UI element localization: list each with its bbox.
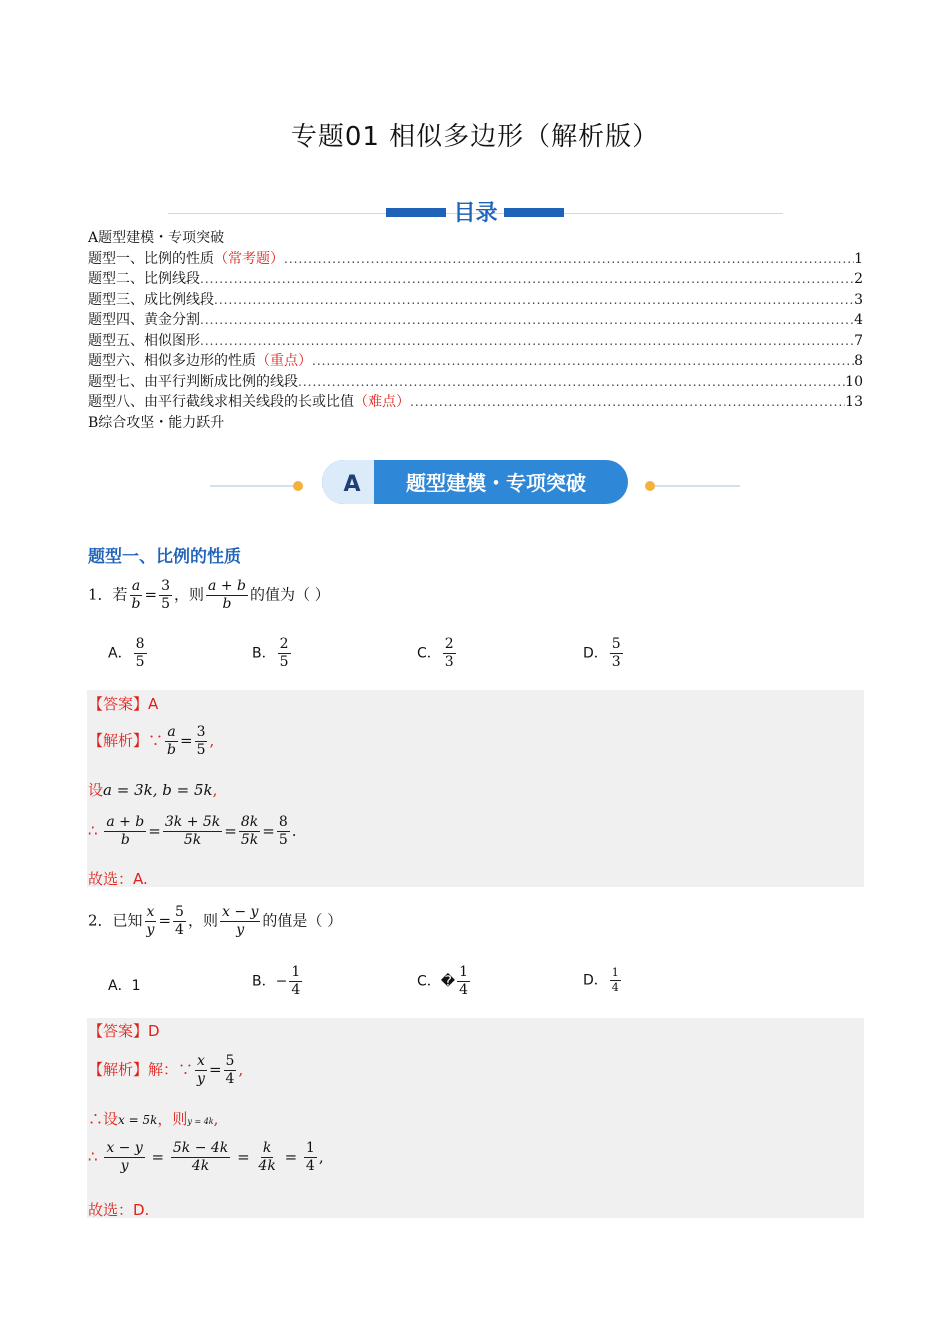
q1-expr (206, 578, 248, 613)
option-sign: � (440, 973, 456, 990)
question-1: 1．若 $\frac{a}{b}$ = $\frac{3}{5}$ ，则 $\frac{a + b}{b}$ 的值为（ ） (88, 578, 330, 612)
q1-cond-lhs (130, 578, 143, 613)
frac-den: 3 (444, 654, 454, 670)
toc-item-label: 题型二、比例线段 (88, 271, 200, 287)
q2-choose: 故选：D. (88, 1201, 150, 1219)
toc-item-label: 题型六、相似多边形的性质 (88, 353, 256, 369)
q2-middle: ，则 (187, 911, 218, 930)
frac-num: 1 (459, 964, 469, 980)
step-frac (104, 1140, 144, 1175)
q1-choose: 故选：A. (88, 870, 148, 888)
toc-leader (200, 269, 854, 290)
toc-item[interactable] (88, 269, 863, 290)
q1-option-c[interactable] (417, 636, 458, 671)
frac-num: a + b (106, 814, 145, 830)
toc-item-page: 3 (854, 291, 863, 308)
toc-item-page: 1 (854, 250, 863, 267)
option-letter: C． (417, 645, 441, 662)
step-frac (171, 1140, 230, 1175)
q2-set-expr2: y = 4k (187, 1117, 214, 1126)
toc-item[interactable] (88, 310, 863, 331)
q2-option-c[interactable] (417, 964, 472, 999)
frac-num: a (167, 724, 176, 740)
option-frac (134, 636, 147, 671)
option-letter: D． (583, 645, 608, 662)
banner-text: 题型建模・专项突破 (406, 471, 586, 495)
q2-analysis-label: 【解析】解：∵ (88, 1060, 194, 1079)
toc-section-a-label: A题型建模・专项突破 (88, 230, 225, 246)
frac-num: 5 (225, 1053, 235, 1069)
frac-num: 3k + 5k (164, 814, 221, 830)
toc-item-label: 题型八、由平行截线求相关线段的长或比值 (88, 394, 354, 410)
toc-heading-text: 目录 (453, 201, 498, 226)
q2-set-mid: ，则 (157, 1110, 188, 1128)
frac-den: 4 (175, 922, 184, 938)
banner-dot-left (293, 481, 303, 491)
toc-item[interactable] (88, 351, 863, 372)
q2-set-line: ∴设x = 5k，则y = 4k, (88, 1110, 219, 1128)
toc-item-tag: （难点） (354, 394, 410, 410)
banner-dot-right (645, 481, 655, 491)
q2-analysis-lhs (195, 1053, 207, 1088)
q1-step-line: ∴ $\frac{a + b}{b}$ = $\frac{3k + 5k}{5k}$ = $\frac{8k}{5k}$ = $\frac{8}{5}$ . (88, 814, 297, 848)
option-letter: B． (252, 973, 276, 990)
frac-den: 5k (240, 832, 259, 848)
step-frac (163, 814, 222, 849)
frac-num: 3 (196, 724, 206, 740)
step-frac (304, 1140, 317, 1175)
q1-set-expr: a = 3k, b = 5k (103, 781, 213, 799)
toc-item[interactable] (88, 392, 863, 413)
q1-analysis-label: 【解析】∵ (88, 731, 164, 750)
toc-item-page: 4 (854, 312, 863, 328)
table-of-contents (88, 228, 863, 433)
q2-answer: 【答案】D (88, 1022, 160, 1040)
q1-cond-rhs (159, 578, 172, 613)
frac-num: x − y (221, 904, 259, 920)
page-title: 专题01 相似多边形（解析版） (290, 122, 660, 152)
toc-section-b-label: B综合攻坚・能力跃升 (88, 414, 225, 431)
q2-analysis-rhs (224, 1053, 237, 1088)
frac-den: 5 (196, 742, 206, 758)
frac-num: 3 (161, 578, 171, 594)
frac-den: b (120, 832, 130, 848)
frac-num: 2 (279, 636, 289, 652)
toc-leader (200, 331, 854, 352)
q2-cond-rhs (173, 904, 186, 939)
q1-set-line: 设a = 3k, b = 5k, (88, 781, 218, 799)
frac-num: 5 (611, 636, 621, 652)
frac-den: 4 (459, 982, 469, 998)
q2-expr (220, 904, 260, 939)
option-frac (457, 964, 470, 999)
option-frac (610, 966, 621, 995)
frac-num: 2 (444, 636, 454, 652)
q2-set-label: ∴设 (88, 1110, 119, 1128)
q1-option-a[interactable] (108, 636, 149, 671)
frac-den: 3 (611, 654, 621, 670)
frac-den: 4 (305, 1158, 315, 1174)
frac-num: 1 (291, 964, 301, 980)
frac-num: x − y (106, 1140, 143, 1156)
q2-prefix: 2．已知 (88, 911, 143, 930)
frac-den: 5k (183, 832, 202, 848)
q1-analysis-lhs (165, 724, 178, 759)
toc-section-b[interactable] (88, 413, 863, 434)
toc-item-tag: （重点） (256, 353, 312, 369)
frac-den: b (167, 742, 176, 758)
q1-middle: ，则 (174, 585, 205, 604)
frac-num: 5k − 4k (172, 1140, 229, 1156)
toc-item[interactable] (88, 290, 863, 311)
q1-analysis-rhs (195, 724, 208, 759)
q2-suffix: 的值是（ ） (262, 911, 343, 930)
frac-num: 5 (175, 904, 184, 920)
frac-num: x (146, 904, 155, 920)
option-letter: B． (252, 645, 276, 662)
frac-num: 8 (135, 636, 145, 652)
toc-leader (298, 372, 845, 393)
q2-option-b[interactable] (252, 964, 304, 999)
frac-num: a (131, 578, 141, 594)
frac-num: 8k (240, 814, 259, 830)
toc-leader (410, 392, 845, 413)
toc-leader (284, 249, 854, 270)
frac-den: y (236, 922, 245, 938)
q2-analysis: 【解析】解：∵ $\frac{x}{y}$ = $\frac{5}{4}$ , (88, 1053, 244, 1087)
section-banner (200, 458, 750, 506)
toc-section-a[interactable] (88, 228, 863, 249)
toc-item-label: 题型四、黄金分割 (88, 312, 200, 328)
frac-den: 5 (278, 832, 288, 848)
banner-letter: A (343, 472, 361, 497)
frac-den: 4 (291, 982, 301, 998)
toc-item-page: 2 (854, 271, 863, 287)
frac-num: 1 (305, 1140, 315, 1156)
toc-item-label: 题型七、由平行判断成比例的线段 (88, 373, 298, 390)
toc-item-label: 题型一、比例的性质 (88, 250, 214, 267)
option-letter: C． (417, 973, 441, 990)
q1-suffix: 的值为（ ） (249, 585, 330, 604)
frac-den: b (131, 596, 141, 612)
toc-item-page: 10 (845, 373, 863, 390)
frac-den: 4 (225, 1071, 235, 1087)
frac-num: 1 (611, 966, 619, 979)
frac-num: k (262, 1140, 272, 1156)
step-frac (239, 814, 260, 849)
toc-item[interactable] (88, 372, 863, 393)
q2-cond-lhs (145, 904, 157, 939)
q1-prefix: 1．若 (88, 585, 128, 604)
frac-den: y (146, 922, 155, 938)
banner-graphic (200, 458, 750, 506)
q2-option-a[interactable]: A．1 (108, 978, 141, 994)
option-sign: − (275, 973, 288, 990)
frac-den: b (222, 596, 232, 612)
frac-num: a + b (208, 578, 246, 594)
frac-den: 4 (611, 981, 619, 994)
therefore-symbol: ∴ (88, 821, 98, 840)
step-frac (277, 814, 290, 849)
toc-item[interactable] (88, 331, 863, 352)
q2-option-d[interactable] (583, 966, 623, 995)
frac-den: 4k (191, 1158, 210, 1174)
frac-den: y (197, 1071, 205, 1087)
toc-item-page: 7 (854, 332, 863, 349)
q2-step-line: ∴ $\frac{x - y}{y}$ = $\frac{5k - 4k}{4k}$ = $\frac{k}{4k}$ = $\frac{1}{4}$ , (88, 1140, 324, 1174)
toc-item-label: 题型五、相似图形 (88, 332, 200, 349)
frac-num: x (197, 1053, 205, 1069)
frac-den: 4k (258, 1158, 276, 1174)
q1-option-b[interactable] (252, 636, 293, 671)
therefore-symbol: ∴ (88, 1147, 98, 1166)
toc-item[interactable] (88, 249, 863, 270)
frac-den: 5 (135, 654, 145, 670)
option-frac (289, 964, 302, 999)
toc-leader (214, 290, 854, 311)
toc-item-label: 题型三、成比例线段 (88, 291, 214, 308)
question-2: 2．已知 $\frac{x}{y}$ = $\frac{5}{4}$ ，则 $\frac{x - y}{y}$ 的值是（ ） (88, 904, 343, 938)
frac-den: y (120, 1158, 129, 1174)
q1-analysis: 【解析】∵ $\frac{a}{b}$ = $\frac{3}{5}$ , (88, 724, 215, 758)
q1-option-d[interactable] (583, 636, 625, 671)
toc-item-page: 13 (845, 394, 863, 410)
option-frac (278, 636, 291, 671)
toc-heading (88, 196, 863, 228)
q1-set-label: 设 (88, 781, 104, 799)
q1-answer: 【答案】A (88, 695, 159, 713)
toc-item-tag: （常考题） (214, 250, 284, 267)
q2-set-expr: x = 5k (118, 1113, 158, 1127)
section-title: 题型一、比例的性质 (88, 547, 241, 567)
option-letter: D． (583, 972, 608, 989)
frac-num: 8 (278, 814, 288, 830)
option-frac (443, 636, 456, 671)
option-letter: A． (108, 645, 132, 662)
toc-item-page: 8 (854, 353, 863, 369)
toc-leader (200, 310, 854, 331)
frac-den: 5 (279, 654, 289, 670)
option-frac (610, 636, 623, 671)
frac-den: 5 (161, 596, 171, 612)
step-frac (104, 814, 146, 849)
toc-leader (312, 351, 854, 372)
step-frac (256, 1140, 277, 1175)
